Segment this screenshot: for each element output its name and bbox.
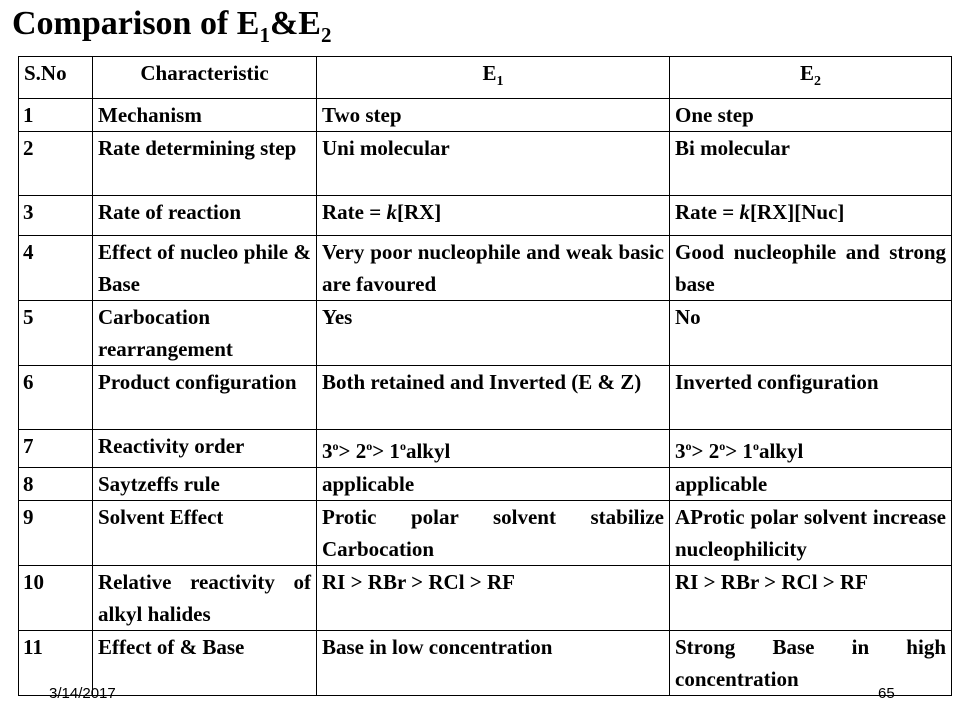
cell-sno: 7 — [19, 430, 93, 468]
cell-e2: Rate = k[RX][Nuc] — [670, 196, 952, 236]
cell-characteristic: Solvent Effect — [93, 501, 317, 566]
cell-e1: Uni molecular — [317, 132, 670, 196]
cell-characteristic: Rate of reaction — [93, 196, 317, 236]
cell-e2: One step — [670, 99, 952, 132]
cell-characteristic: Relative reactivity of alkyl halides — [93, 566, 317, 631]
table-row — [19, 468, 952, 501]
cell-sno: 1 — [19, 99, 93, 132]
table-row — [19, 301, 952, 366]
table-row — [19, 132, 952, 196]
cell-e2: AProtic polar solvent increase nucleophilicity — [670, 501, 952, 566]
page-number: 65 — [878, 685, 895, 702]
table-row — [19, 366, 952, 430]
cell-sno: 5 — [19, 301, 93, 366]
cell-e2: applicable — [670, 468, 952, 501]
cell-sno: 8 — [19, 468, 93, 501]
cell-characteristic: Carbocation rearrangement — [93, 301, 317, 366]
cell-sno: 2 — [19, 132, 93, 196]
table-row — [19, 99, 952, 132]
cell-e1: Two step — [317, 99, 670, 132]
comparison-table — [18, 56, 952, 696]
header-e2: $E_2$ — [670, 57, 952, 99]
cell-e2: $3^o> 2^o>$ $1^oalkyl$ — [670, 430, 952, 468]
cell-e2: Inverted configuration — [670, 366, 952, 430]
cell-e2: RI > RBr > RCl > RF — [670, 566, 952, 631]
table-row — [19, 566, 952, 631]
cell-characteristic: Effect of & Base — [93, 631, 317, 696]
table-row — [19, 236, 952, 301]
cell-e1: Protic polar solvent stabilize Carbocation — [317, 501, 670, 566]
cell-e1: Base in low concentration — [317, 631, 670, 696]
cell-e1: $3^o> 2^o>$ $1^oalkyl$ — [317, 430, 670, 468]
header-sno: S.No — [19, 57, 93, 99]
cell-sno: 4 — [19, 236, 93, 301]
header-row — [19, 57, 952, 99]
cell-e2: Bi molecular — [670, 132, 952, 196]
page-title: Comparison of $E_1\&E_2$ — [12, 5, 332, 47]
cell-e1: RI > RBr > RCl > RF — [317, 566, 670, 631]
table-row — [19, 631, 952, 696]
cell-sno: 9 — [19, 501, 93, 566]
cell-characteristic: Reactivity order — [93, 430, 317, 468]
table-row — [19, 196, 952, 236]
cell-characteristic: Mechanism — [93, 99, 317, 132]
cell-e2: Strong Base in high concentration — [670, 631, 952, 696]
cell-sno: 11 — [19, 631, 93, 696]
header-e1: $E_1$ — [317, 57, 670, 99]
cell-characteristic: Rate determining step — [93, 132, 317, 196]
cell-sno: 10 — [19, 566, 93, 631]
cell-characteristic: Effect of nucleo phile & Base — [93, 236, 317, 301]
cell-characteristic: Product configuration — [93, 366, 317, 430]
cell-e1: applicable — [317, 468, 670, 501]
cell-sno: 3 — [19, 196, 93, 236]
cell-e1: Yes — [317, 301, 670, 366]
table-row — [19, 430, 952, 468]
cell-e2: Good nucleophile and strong base — [670, 236, 952, 301]
cell-e1: Both retained and Inverted (E & Z) — [317, 366, 670, 430]
cell-e1: Very poor nucleophile and weak basic are favoured — [317, 236, 670, 301]
footer-date: 3/14/2017 — [49, 685, 116, 702]
cell-e2: No — [670, 301, 952, 366]
cell-sno: 6 — [19, 366, 93, 430]
table-row — [19, 501, 952, 566]
cell-characteristic: Saytzeffs rule — [93, 468, 317, 501]
cell-e1: Rate = k[RX] — [317, 196, 670, 236]
header-characteristic: Characteristic — [93, 57, 317, 99]
